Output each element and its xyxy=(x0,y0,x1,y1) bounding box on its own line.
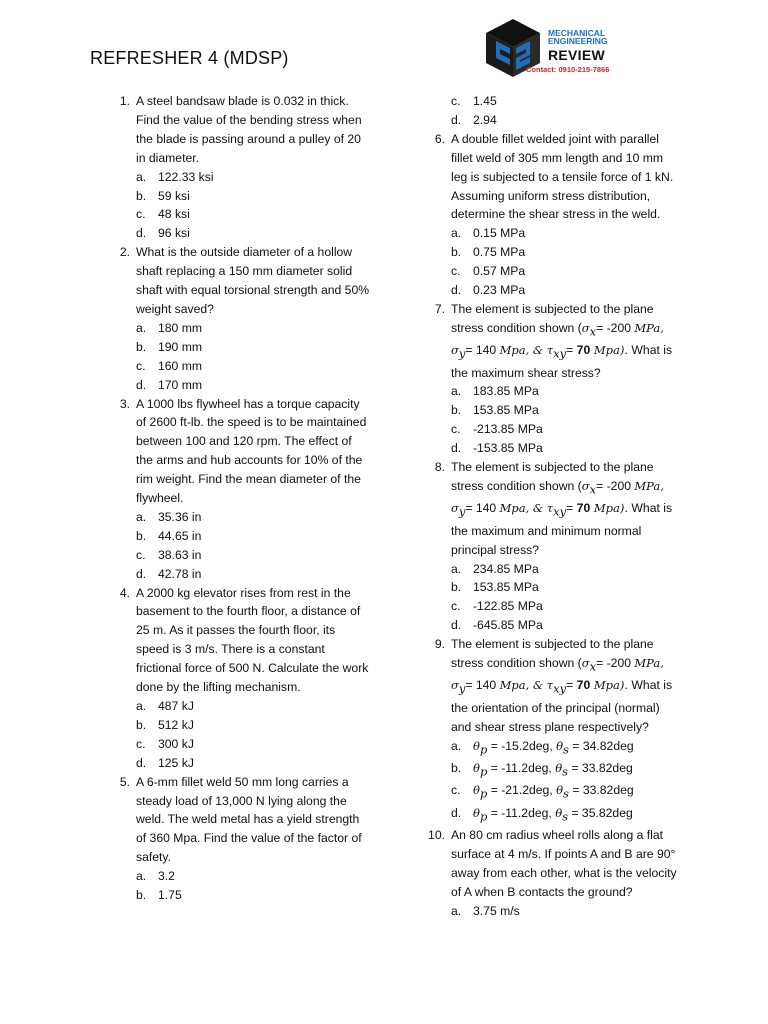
option: d. -153.85 MPa xyxy=(451,441,543,456)
option: c. 300 kJ xyxy=(136,736,194,751)
option: d. 170 mm xyxy=(136,377,203,392)
option: a. 234.85 MPa xyxy=(451,561,539,576)
page-title: REFRESHER 4 (MDSP) xyxy=(90,48,289,68)
option: b. 44.65 in xyxy=(136,528,202,543)
right-column xyxy=(425,92,680,920)
option: b. 153.85 MPa xyxy=(451,580,539,595)
option: a. $\theta_p = -15.2deg$, $\theta_s = 34.82deg$ xyxy=(451,738,634,756)
option: c. -213.85 MPa xyxy=(451,422,543,437)
option: d. 125 kJ xyxy=(136,755,194,770)
question-text: The element is subjected to the plane stress condition shown ($\sigma_x= -200$ MPa, $\sigma_y= 140$ Mpa, & $\tau_{xy}= 70$ Mpa). What is the orientation of the principal (normal) and shear stress plane respectively? xyxy=(451,637,673,734)
question-1: 1. A steel bandsaw blade is 0.032 in thick. Find the value of the bending stress when the blade is passing around a pulley of 20 in diameter. xyxy=(119,94,362,165)
option: c. 1.45 xyxy=(451,94,497,108)
question-text: A double fillet welded joint with parallel fillet weld of 305 mm length and 10 mm leg is subjected to a tensile force of 1 kN. Assuming uniform stress distribution, determine the shear stress in the weld. xyxy=(451,131,674,222)
question-3: 3. A 1000 lbs flywheel has a torque capacity of 2600 ft-lb. the speed is to be maintained between 100 and 120 rpm. The effect of the arms and hub accounts for 10% of the rim weight. Find the mean diameter of the flywheel. xyxy=(119,396,367,506)
option: a. 35.36 in xyxy=(136,509,202,524)
option: c. 38.63 in xyxy=(136,547,202,562)
question-text: A 6-mm fillet weld 50 mm long carries a steady load of 13,000 N lying along the weld. The weld metal has a yield strength of 360 Mpa. Find the value of the factor of safety. xyxy=(136,774,362,865)
logo-contact-text: Contact: 0910-215-7866 xyxy=(526,65,610,74)
option: c. $\theta_p = -21.2deg$, $\theta_s = 33.82deg$ xyxy=(451,783,634,801)
logo-brand-text: MECHANICAL ENGINEERING xyxy=(548,28,608,46)
option: a. 3.2 xyxy=(136,869,175,884)
option: d. 2.94 xyxy=(451,112,497,127)
question-text: A steel bandsaw blade is 0.032 in thick. Find the value of the bending stress when the blade is passing around a pulley of 20 in diameter. xyxy=(136,94,362,165)
option: d. 96 ksi xyxy=(136,226,190,241)
option: a. 180 mm xyxy=(136,320,203,335)
question-4: 4. A 2000 kg elevator rises from rest in the basement to the fourth floor, a distance of 25 m. As it passes the fourth floor, its speed is 3 m/s. There is a constant frictional force of 500 N. Calculate the work done by the lifting mechanism. xyxy=(119,585,369,695)
question-6: 6. A double fillet welded joint with parallel fillet weld of 305 mm length and 10 mm leg is subjected to a tensile force of 1 kN. Assuming uniform stress distribution, determine the shear stress in the weld. xyxy=(434,131,674,222)
option: c. -122.85 MPa xyxy=(451,599,543,614)
question-10: 10. An 80 cm radius wheel rolls along a flat surface at 4 m/s. If points A and B are 90° away from each other, what is the velocity of A when B contacts the ground? xyxy=(428,827,677,899)
option: b. 512 kJ xyxy=(136,717,194,732)
question-7: 7. The element is subjected to the plane stress condition shown ($\sigma_x= -200$ MPa, $\sigma_y= 140$ Mpa, & $\tau_{xy}= 70$ Mpa). What is the maximum shear stress? xyxy=(434,301,673,380)
question-text: What is the outside diameter of a hollow shaft replacing a 150 mm diameter solid shaft with equal torsional strength and 50% weight saved? xyxy=(136,245,370,316)
question-text: An 80 cm radius wheel rolls along a flat surface at 4 m/s. If points A and B are 90° away from each other, what is the velocity of A when B contacts the ground? xyxy=(451,827,677,899)
option: a. 3.75 m/s xyxy=(451,903,520,918)
option: d. 0.23 MPa xyxy=(451,283,526,298)
question-text: The element is subjected to the plane stress condition shown ($\sigma_x= -200$ MPa, $\sigma_y= 140$ Mpa, & $\tau_{xy}= 70$ Mpa). What is the maximum shear stress? xyxy=(451,301,673,380)
question-text: A 1000 lbs flywheel has a torque capacity of 2600 ft-lb. the speed is to be maintained between 100 and 120 rpm. The effect of the arms and hub accounts for 10% of the rim weight. Find the mean diameter of the flywheel. xyxy=(136,396,367,506)
question-8: 8. The element is subjected to the plane stress condition shown ($\sigma_x= -200$ MPa, $\sigma_y= 140$ Mpa, & $\tau_{xy}= 70$ Mpa). What is the maximum and minimum normal principal stress? xyxy=(434,460,673,557)
option: c. 0.57 MPa xyxy=(451,264,526,279)
option: b. 59 ksi xyxy=(136,188,190,203)
option: a. 487 kJ xyxy=(136,699,194,713)
option: b. 190 mm xyxy=(136,339,203,354)
logo-review-text: REVIEW xyxy=(548,47,606,63)
option: a. 122.33 ksi xyxy=(136,169,214,184)
question-text: The element is subjected to the plane stress condition shown ($\sigma_x= -200$ MPa, $\sigma_y= 140$ Mpa, & $\tau_{xy}= 70$ Mpa). What is the maximum and minimum normal principal stress? xyxy=(451,460,673,557)
question-text: A 2000 kg elevator rises from rest in the basement to the fourth floor, a distance of 25 m. As it passes the fourth floor, its speed is 3 m/s. There is a constant frictional force of 500 N. Calculate the work done by the lifting mechanism. xyxy=(136,585,369,695)
option: b. 0.75 MPa xyxy=(451,245,526,260)
question-2: 2. What is the outside diameter of a hollow shaft replacing a 150 mm diameter solid shaft with equal torsional strength and 50% weight saved? xyxy=(119,245,370,316)
option: d. -645.85 MPa xyxy=(451,618,543,633)
question-5: 5. A 6-mm fillet weld 50 mm long carries a steady load of 13,000 N lying along the weld. The weld metal has a yield strength of 360 Mpa. Find the value of the factor of safety. xyxy=(119,774,362,865)
option: a. 0.15 MPa xyxy=(451,226,526,241)
question-9: 9. The element is subjected to the plane stress condition shown ($\sigma_x= -200$ MPa, $\sigma_y= 140$ Mpa, & $\tau_{xy}= 70$ Mpa). What is the orientation of the principal (normal) and shear stress plane respectively? xyxy=(434,637,673,734)
option: b. $\theta_p = -11.2deg$, $\theta_s = 33.82deg$ xyxy=(451,760,633,779)
option: b. 153.85 MPa xyxy=(451,403,539,418)
option: c. 160 mm xyxy=(136,358,203,373)
option: a. 183.85 MPa xyxy=(451,384,539,399)
option: c. 48 ksi xyxy=(136,207,190,222)
option: b. 1.75 xyxy=(136,888,182,903)
option: d. 42.78 in xyxy=(136,566,202,581)
left-column xyxy=(110,92,370,905)
logo xyxy=(482,17,614,79)
option: d. $\theta_p = -11.2deg$, $\theta_s = 35.82deg$ xyxy=(451,805,633,823)
